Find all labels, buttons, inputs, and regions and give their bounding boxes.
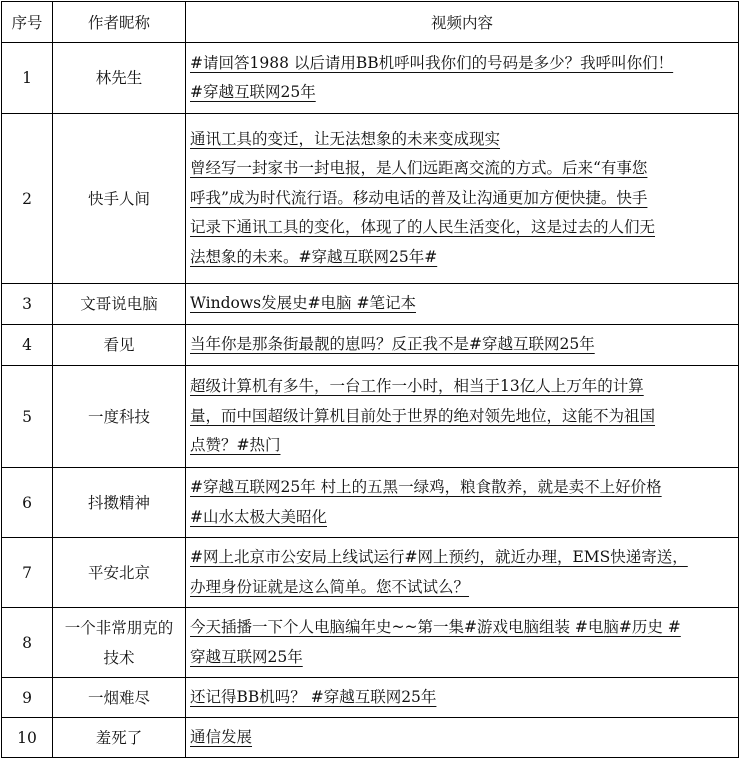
content-line: #穿越互联网25年 xyxy=(190,83,316,101)
content-line: Windows发展史#电脑 #笔记本 xyxy=(190,294,416,313)
author-name-line: 一个非常朋克的 xyxy=(64,618,174,637)
table-row xyxy=(2,718,739,758)
content-line: 还记得BB机吗？ #穿越互联网25年 xyxy=(190,687,437,706)
header-content: 视频内容 xyxy=(186,2,739,43)
table-row xyxy=(2,538,739,608)
content-line: #山水太极大美昭化 xyxy=(190,507,327,526)
author-name: 快手人间 xyxy=(53,114,186,284)
video-content xyxy=(186,43,739,114)
video-content xyxy=(186,608,739,678)
content-line: #请回答1988 以后请用BB机呼叫我你们的号码是多少？我呼叫你们！ xyxy=(190,53,674,72)
table-row xyxy=(2,468,739,538)
content-line: 记录下通讯工具的变化，体现了的人民生活变化，这是过去的人们无 xyxy=(190,218,656,237)
author-name: 一度科技 xyxy=(53,366,186,468)
video-content xyxy=(186,284,739,325)
row-index: 7 xyxy=(2,538,53,608)
row-index: 4 xyxy=(2,325,53,366)
content-line: 超级计算机有多牛，一台工作一小时，相当于13亿人上万年的计算 xyxy=(190,377,644,396)
content-line: #穿越互联网25年 村上的五黑一绿鸡，粮食散养，就是卖不上好价格 xyxy=(190,478,662,496)
table-row xyxy=(2,678,739,718)
content-line: 点赞？#热门 xyxy=(190,436,281,455)
content-line: 法想象的未来。#穿越互联网25年# xyxy=(190,247,438,266)
video-content xyxy=(186,366,739,468)
header-row xyxy=(2,2,739,43)
author-name: 林先生 xyxy=(53,43,186,114)
content-line: 今天插播一下个人电脑编年史~~第一集#游戏电脑组装 #电脑#历史 # xyxy=(190,618,681,636)
author-name: 看见 xyxy=(53,325,186,366)
header-index: 序号 xyxy=(2,2,53,43)
table-row xyxy=(2,43,739,114)
table-row xyxy=(2,284,739,325)
author-name: 一烟难尽 xyxy=(53,678,186,718)
content-line: 通信发展 xyxy=(190,727,253,746)
content-line: 办理身份证就是这么简单。您不试试么？ xyxy=(190,577,470,596)
row-index: 10 xyxy=(2,718,53,758)
content-line: 穿越互联网25年 xyxy=(190,647,303,666)
row-index: 2 xyxy=(2,114,53,284)
content-line: 通讯工具的变迁，让无法想象的未来变成现实 xyxy=(190,129,501,148)
author-name: 文哥说电脑 xyxy=(53,284,186,325)
table-row xyxy=(2,608,739,678)
content-line: 量，而中国超级计算机目前处于世界的绝对领先地位，这能不为祖国 xyxy=(190,406,656,425)
table-row xyxy=(2,366,739,468)
video-list-table xyxy=(1,1,739,758)
content-line: 当年你是那条街最靓的崽吗？反正我不是#穿越互联网25年 xyxy=(190,335,595,354)
video-content xyxy=(186,678,739,718)
row-index: 9 xyxy=(2,678,53,718)
author-name-line: 技术 xyxy=(103,648,135,667)
row-index: 5 xyxy=(2,366,53,468)
row-index: 3 xyxy=(2,284,53,325)
video-content xyxy=(186,325,739,366)
content-line: 曾经写一封家书一封电报，是人们远距离交流的方式。后来“有事您 xyxy=(190,159,648,178)
author-name: 平安北京 xyxy=(53,538,186,608)
row-index: 1 xyxy=(2,43,53,114)
video-content xyxy=(186,114,739,284)
video-content xyxy=(186,538,739,608)
row-index: 8 xyxy=(2,608,53,678)
table-row xyxy=(2,114,739,284)
header-author: 作者昵称 xyxy=(53,2,186,43)
table-row xyxy=(2,325,739,366)
content-line: 呼我”成为时代流行语。移动电话的普及让沟通更加方便快捷。快手 xyxy=(190,188,648,207)
author-name: 抖擞精神 xyxy=(53,468,186,538)
video-content xyxy=(186,468,739,538)
author-name xyxy=(53,608,186,678)
author-name: 羞死了 xyxy=(53,718,186,758)
row-index: 6 xyxy=(2,468,53,538)
content-line: #网上北京市公安局上线试运行#网上预约，就近办理，EMS快递寄送， xyxy=(190,548,688,566)
video-content xyxy=(186,718,739,758)
